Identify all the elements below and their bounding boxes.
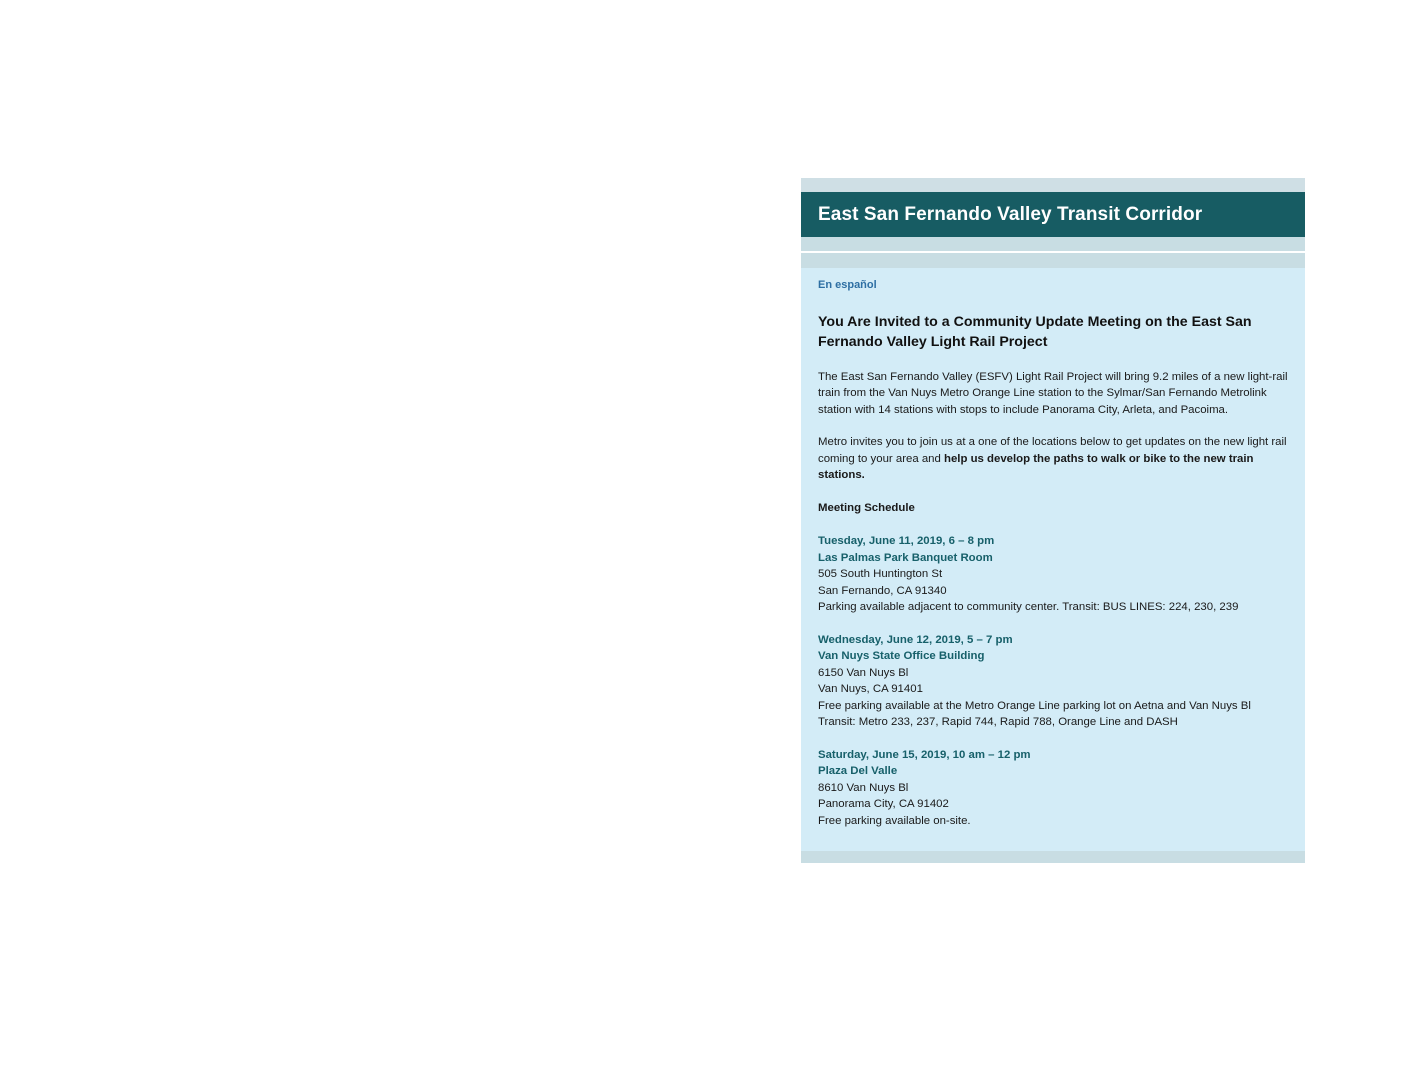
meeting-parking: Free parking available on-site. [818,814,971,827]
intro-paragraph: The East San Fernando Valley (ESFV) Light Rail Project will bring 9.2 miles of a new light-rail train from the Van Nuys Metro Orange Line station to the Sylmar/San Fernando Metrolink station with 14 stations with stops to include Panorama City, Arleta, and Pacoima. [818,370,1288,416]
meeting-address: 505 South Huntington St [818,568,943,580]
meeting-item [818,533,1293,616]
headline: You Are Invited to a Community Update Meeting on the East San Fernando Valley Light Rail Project [818,313,1252,350]
meeting-date: Tuesday, June 11, 2019, 6 – 8 pm [818,535,995,547]
meeting-transit: Transit: Metro 233, 237, Rapid 744, Rapid 788, Orange Line and DASH [818,716,1178,728]
meeting-date: Wednesday, June 12, 2019, 5 – 7 pm [818,633,1013,646]
top-strip [801,178,1305,192]
invite-bold-text: help us develop the paths to walk or bike to the new train stations. [818,452,1254,481]
meeting-city: Panorama City, CA 91402 [818,798,949,810]
invite-paragraph [818,434,1293,484]
page-title: East San Fernando Valley Transit Corridor [818,204,1203,225]
header-band [801,237,1305,251]
spanish-link[interactable]: En español [818,279,877,291]
title-bar [801,192,1305,237]
meeting-flyer [801,178,1305,863]
meeting-parking: Parking available adjacent to community center. Transit: BUS LINES: 224, 230, 239 [818,601,1239,613]
meeting-date: Saturday, June 15, 2019, 10 am – 12 pm [818,748,1031,761]
bottom-strip [801,851,1305,863]
header-band-lower [801,253,1305,268]
content [818,277,1293,845]
meeting-parking: Free parking available at the Metro Orange Line parking lot on Aetna and Van Nuys Bl [818,699,1251,712]
meeting-venue: Las Palmas Park Banquet Room [818,551,993,564]
schedule-heading: Meeting Schedule [818,501,915,514]
meeting-city: Van Nuys, CA 91401 [818,683,923,695]
meeting-item [818,747,1293,830]
meeting-city: San Fernando, CA 91340 [818,584,947,597]
meeting-address: 8610 Van Nuys Bl [818,781,909,794]
meeting-address: 6150 Van Nuys Bl [818,666,909,679]
meeting-venue: Van Nuys State Office Building [818,650,985,662]
meeting-venue: Plaza Del Valle [818,765,898,777]
meeting-item [818,632,1293,731]
content-panel [801,268,1305,851]
invite-text: Metro invites you to join us at a one of the locations below to get updates on the new light rail coming to your area and [818,436,1287,465]
